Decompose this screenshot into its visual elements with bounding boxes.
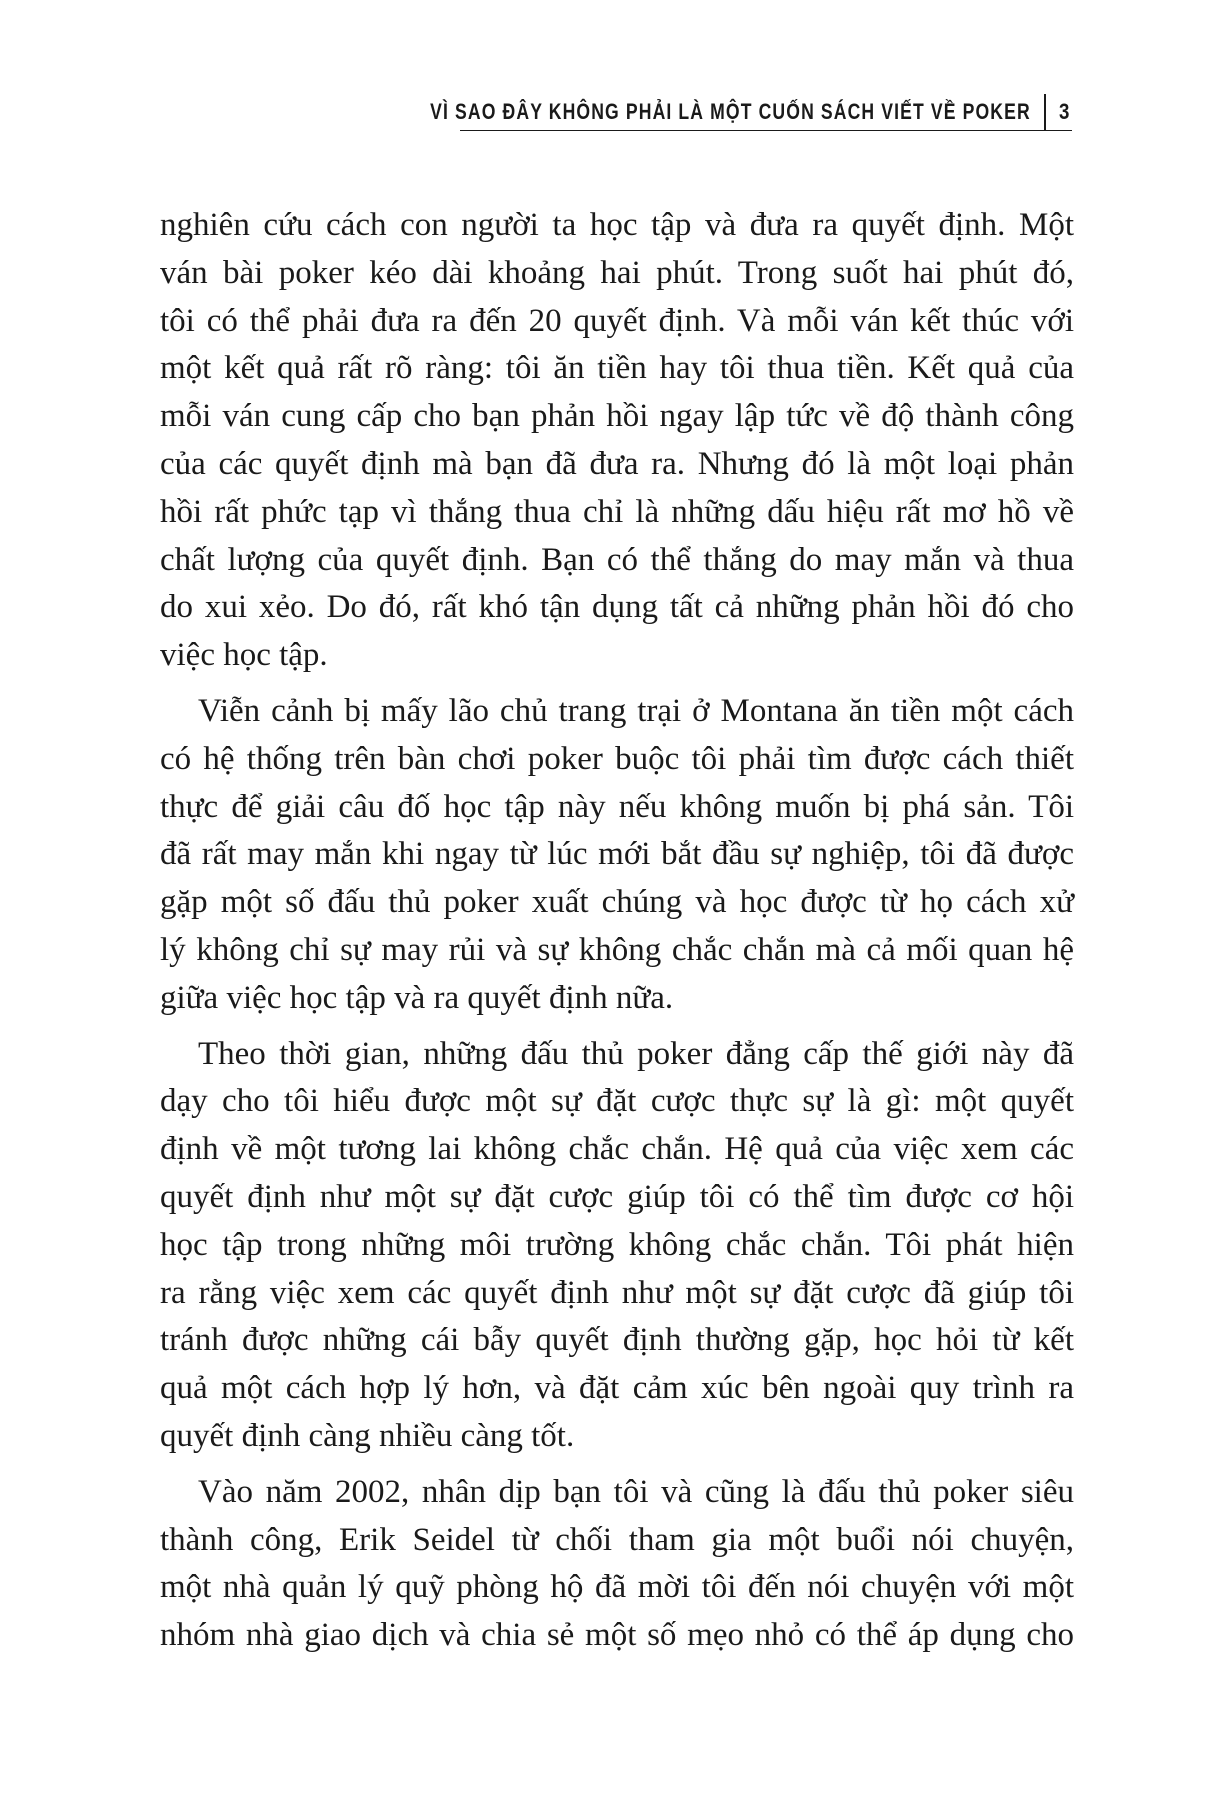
text-line: quả một cách hợp lý hơn, và đặt cảm xúc bên ngoài quy trình ra <box>160 1370 1074 1407</box>
text-line: lý không chỉ sự may rủi và sự không chắc chắn mà cả mối quan hệ <box>160 931 1074 968</box>
header-rule <box>460 130 1072 131</box>
text-line: Vào năm 2002, nhân dịp bạn tôi và cũng là đấu thủ poker siêu <box>198 1473 1074 1510</box>
text-line: định về một tương lai không chắc chắn. Hệ quả của việc xem các <box>160 1131 1074 1168</box>
text-line: một nhà quản lý quỹ phòng hộ đã mời tôi đến nói chuyện với một <box>160 1569 1074 1606</box>
paragraph-3 <box>160 1031 1074 1461</box>
text-line: có hệ thống trên bàn chơi poker buộc tôi phải tìm được cách thiết <box>160 740 1074 777</box>
paragraph-2 <box>160 688 1074 1023</box>
text-line: học tập trong những môi trường không chắc chắn. Tôi phát hiện <box>160 1226 1074 1263</box>
paragraph-1 <box>160 202 1074 680</box>
text-line: của các quyết định mà bạn đã đưa ra. Nhưng đó là một loại phản <box>160 445 1074 482</box>
text-line: nghiên cứu cách con người ta học tập và đưa ra quyết định. Một <box>160 207 1074 243</box>
text-line: đã rất may mắn khi ngay từ lúc mới bắt đầu sự nghiệp, tôi đã được <box>160 836 1074 873</box>
text-line: tôi có thể phải đưa ra đến 20 quyết định. Và mỗi ván kết thúc với <box>160 302 1074 339</box>
text-line: Theo thời gian, những đấu thủ poker đẳng cấp thế giới này đã <box>198 1035 1074 1072</box>
text-line: do xui xẻo. Do đó, rất khó tận dụng tất cả những phản hồi đó cho <box>160 589 1074 626</box>
text-line: quyết định như một sự đặt cược giúp tôi có thể tìm được cơ hội <box>160 1178 1074 1215</box>
text-line: thực để giải câu đố học tập này nếu không muốn bị phá sản. Tôi <box>160 788 1074 825</box>
text-line: nhóm nhà giao dịch và chia sẻ một số mẹo nhỏ có thể áp dụng cho <box>160 1617 1074 1654</box>
header-divider <box>1044 94 1046 130</box>
text-line: quyết định càng nhiều càng tốt. <box>160 1417 575 1454</box>
text-line: gặp một số đấu thủ poker xuất chúng và học được từ họ cách xử <box>160 884 1074 921</box>
running-header <box>280 92 1072 132</box>
text-line: thành công, Erik Seidel từ chối tham gia một buổi nói chuyện, <box>160 1521 1074 1558</box>
text-line: việc học tập. <box>160 637 328 674</box>
page-number: 3 <box>1059 99 1071 124</box>
text-line: ván bài poker kéo dài khoảng hai phút. Trong suốt hai phút đó, <box>160 254 1074 291</box>
text-line: hồi rất phức tạp vì thắng thua chỉ là những dấu hiệu rất mơ hồ về <box>160 493 1074 530</box>
text-line: chất lượng của quyết định. Bạn có thể thắng do may mắn và thua <box>160 541 1074 578</box>
body-text <box>160 202 1074 1668</box>
text-line: dạy cho tôi hiểu được một sự đặt cược thực sự là gì: một quyết <box>160 1083 1074 1120</box>
text-line: một kết quả rất rõ ràng: tôi ăn tiền hay tôi thua tiền. Kết quả của <box>160 350 1074 387</box>
running-title: VÌ SAO ĐÂY KHÔNG PHẢI LÀ MỘT CUỐN SÁCH VIẾT VỀ POKER <box>429 99 1031 124</box>
text-line: ra rằng việc xem các quyết định như một sự đặt cược đã giúp tôi <box>160 1274 1074 1311</box>
text-line: mỗi ván cung cấp cho bạn phản hồi ngay lập tức về độ thành công <box>160 398 1074 435</box>
text-line: giữa việc học tập và ra quyết định nữa. <box>160 979 674 1016</box>
text-line: Viễn cảnh bị mấy lão chủ trang trại ở Montana ăn tiền một cách <box>198 692 1074 729</box>
text-line: tránh được những cái bẫy quyết định thường gặp, học hỏi từ kết <box>160 1322 1074 1359</box>
paragraph-4 <box>160 1469 1074 1660</box>
